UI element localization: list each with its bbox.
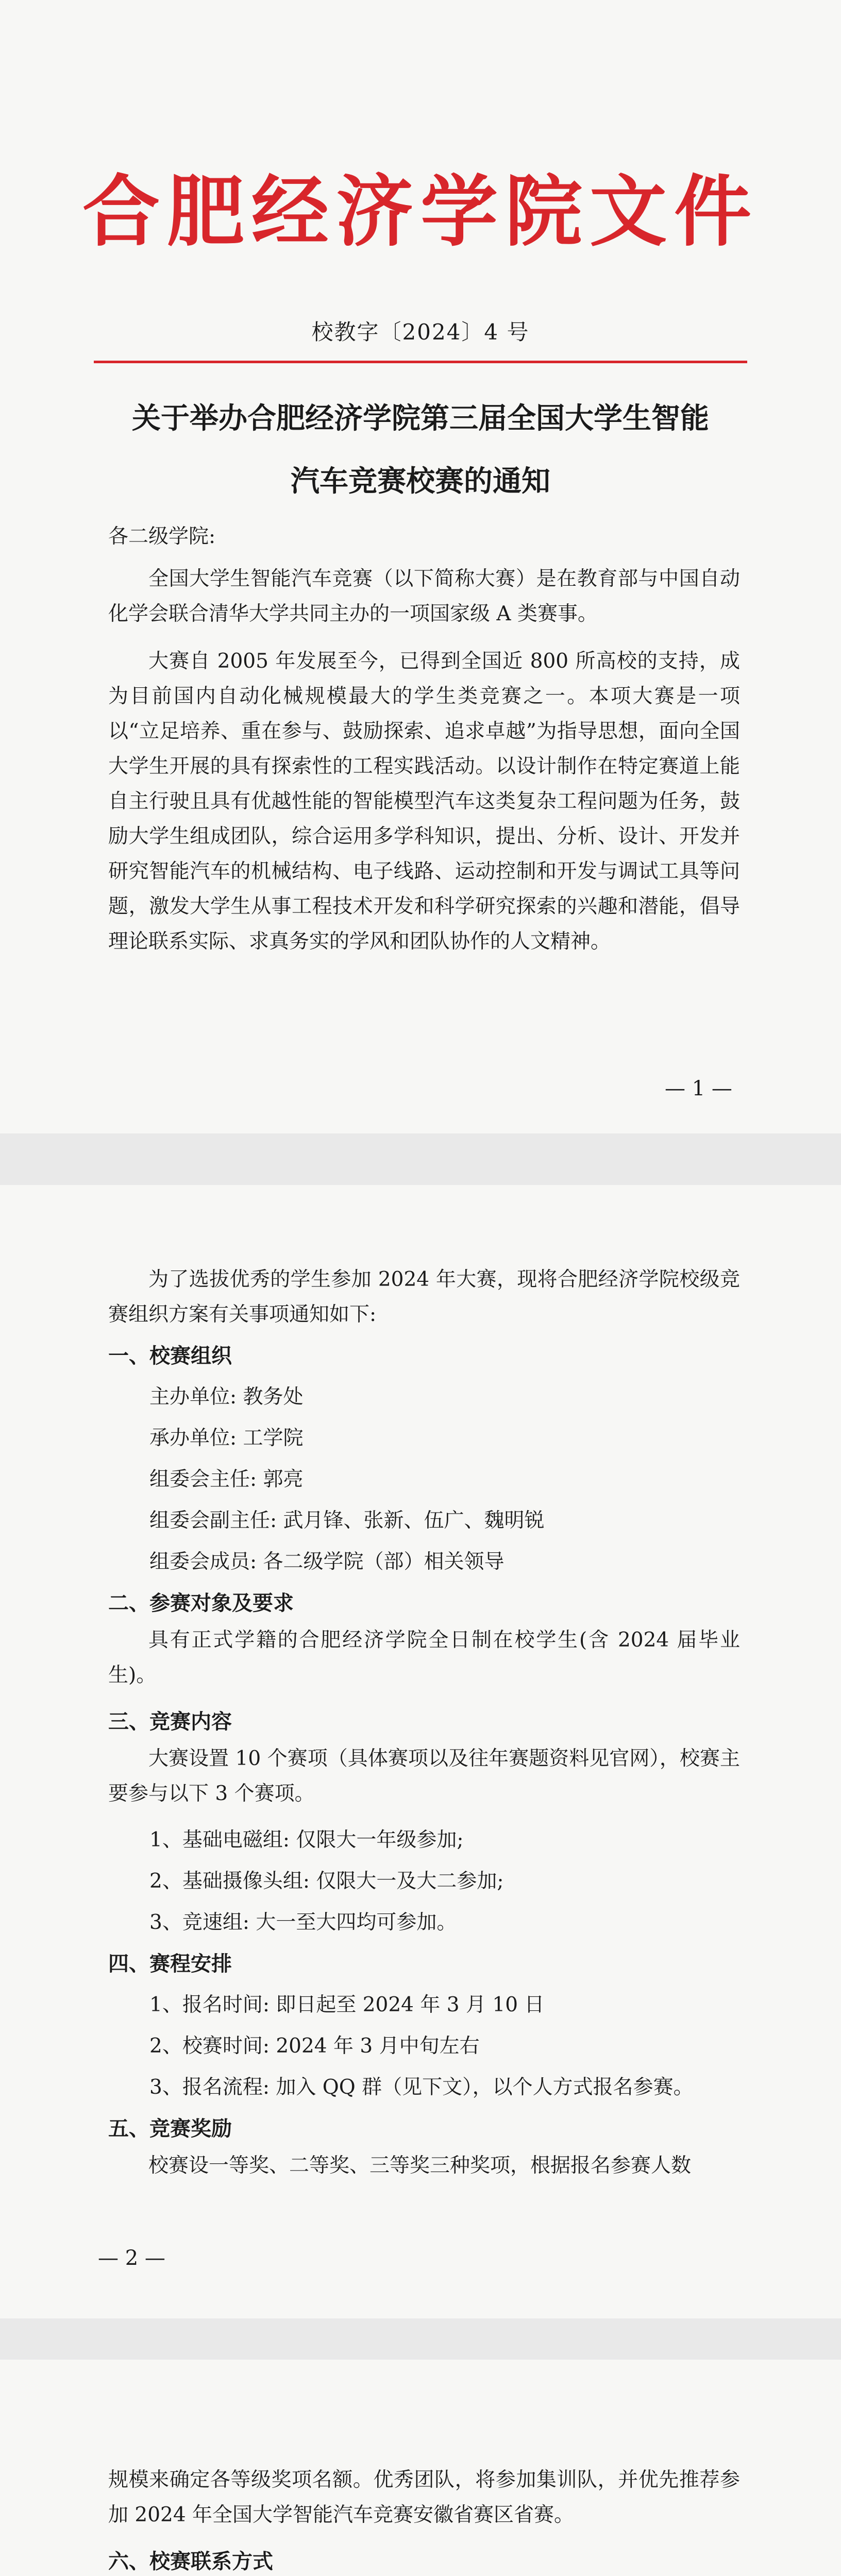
section-heading: 三、竞赛内容 — [108, 1710, 232, 1734]
list-item: 2、基础摄像头组: 仅限大一及大二参加; — [149, 1870, 504, 1893]
red-divider — [94, 361, 747, 363]
page-2 — [0, 1185, 841, 2318]
list-item: 3、竞速组: 大一至大四均可参加。 — [149, 1911, 457, 1934]
paragraph-awards-continued: 规模来确定各等级奖项名额。优秀团队，将参加集训队，并优先推荐参加 2024 年全国大学智能汽车竞赛安徽省赛区省赛。 — [108, 2468, 740, 2527]
page-number: — 2 — — [98, 2246, 165, 2270]
page-number: — 1 — — [665, 1077, 732, 1100]
list-item: 承办单位: 工学院 — [149, 1427, 304, 1450]
section-heading: 六、校赛联系方式 — [108, 2550, 273, 2573]
paragraph-awards: 校赛设一等奖、二等奖、三等奖三种奖项，根据报名参赛人数 — [148, 2154, 692, 2177]
paragraph-background: 大赛自 2005 年发展至今，已得到全国近 800 所高校的支持，成为目前国内自动化械规模最大的学生类竞赛之一。本项大赛是一项以“立足培养、重在参与、鼓励探索、追求卓越”为指导思想，面向全国大学生开展的具有探索性的工程实践活动。以设计制作在特定赛道上能自主行驶且具有优越性能的智能模型汽车这类复杂工程问题为任务，鼓励大学生组成团队，综合运用多学科知识，提出、分析、设计、开发并研究智能汽车的机械结构、电子线路、运动控制和开发与调试工具等问题，激发大学生从事工程技术开发和科学研究探索的兴趣和潜能，倡导理论联系实际、求真务实的学风和团队协作的人文精神。 — [108, 650, 740, 953]
list-item: 2、校赛时间: 2024 年 3 月中旬左右 — [149, 2035, 480, 2058]
section-heading: 一、校赛组织 — [108, 1344, 232, 1368]
section-heading: 五、竞赛奖励 — [108, 2117, 232, 2141]
document-header-title: 合肥经济学院文件 — [82, 167, 759, 257]
document-number: 校教字〔2024〕4 号 — [311, 319, 530, 345]
paragraph-eligibility: 具有正式学籍的合肥经济学院全日制在校学生(含 2024 届毕业生)。 — [108, 1629, 740, 1687]
list-item: 组委会成员: 各二级学院（部）相关领导 — [149, 1550, 504, 1573]
page-1 — [0, 0, 841, 1133]
list-item: 主办单位: 教务处 — [149, 1385, 304, 1409]
list-item: 1、报名时间: 即日起至 2024 年 3 月 10 日 — [149, 1993, 545, 2016]
salutation: 各二级学院: — [108, 525, 216, 548]
paragraph-intro: 全国大学生智能汽车竞赛（以下简称大赛）是在教育部与中国自动化学会联合清华大学共同主办的一项国家级 A 类赛事。 — [108, 567, 740, 625]
list-item: 1、基础电磁组: 仅限大一年级参加; — [149, 1828, 464, 1852]
section-heading: 四、赛程安排 — [108, 1952, 232, 1976]
paragraph-content: 大赛设置 10 个赛项（具体赛项以及往年赛题资料见官网），校赛主要参与以下 3 个赛项。 — [108, 1747, 740, 1805]
section-heading: 二、参赛对象及要求 — [108, 1591, 294, 1615]
page-3 — [0, 2360, 841, 2576]
list-item: 3、报名流程: 加入 QQ 群（见下文），以个人方式报名参赛。 — [149, 2076, 694, 2099]
list-item: 组委会副主任: 武月锋、张新、伍广、魏明锐 — [149, 1509, 545, 1532]
notice-title-line-2: 汽车竞赛校赛的通知 — [291, 465, 550, 498]
list-item: 组委会主任: 郭亮 — [149, 1468, 304, 1491]
paragraph-purpose: 为了选拔优秀的学生参加 2024 年大赛，现将合肥经济学院校级竞赛组织方案有关事项通知如下: — [108, 1268, 740, 1326]
notice-title-line-1: 关于举办合肥经济学院第三届全国大学生智能 — [132, 402, 709, 435]
